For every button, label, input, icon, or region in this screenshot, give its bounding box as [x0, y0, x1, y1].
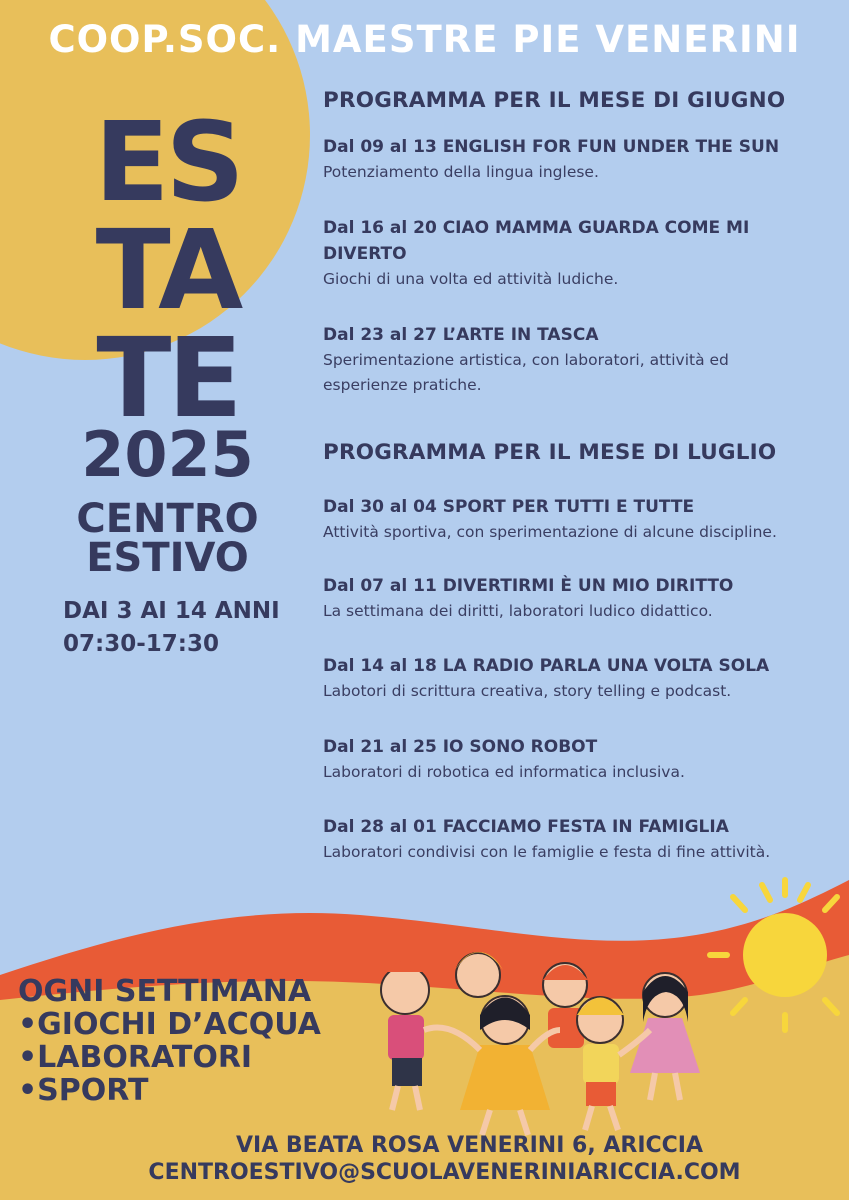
july-item-heading: Dal 28 al 01 FACCIAMO FESTA IN FAMIGLIA	[323, 817, 729, 837]
weekly-item: •LABORATORI	[18, 1040, 253, 1075]
organization-title: COOP.SOC. MAESTRE PIE VENERINI	[48, 18, 801, 61]
hero-centro: CENTRO	[76, 496, 259, 542]
june-item-heading: Dal 23 al 27 L’ARTE IN TASCA	[323, 325, 599, 345]
address: VIA BEATA ROSA VENERINI 6, ARICCIA	[235, 1133, 704, 1158]
weekly-item: •SPORT	[18, 1073, 149, 1108]
july-item-desc: Attività sportiva, con sperimentazione di alcune discipline.	[323, 523, 777, 541]
july-item-desc: Labotori di scrittura creativa, story telling e podcast.	[323, 682, 732, 700]
july-item-desc: Laboratori di robotica ed informatica inclusiva.	[323, 763, 685, 781]
june-section-title: PROGRAMMA PER IL MESE DI GIUGNO	[323, 88, 786, 113]
hero-estate-line-3: TE	[96, 314, 239, 442]
june-item-desc: Potenziamento della lingua inglese.	[323, 163, 599, 181]
july-item	[323, 814, 843, 865]
june-item-heading: Dal 09 al 13 ENGLISH FOR FUN UNDER THE SUN	[323, 137, 780, 157]
june-item	[323, 215, 813, 292]
hero-year: 2025	[81, 418, 254, 491]
july-item-heading: Dal 21 al 25 IO SONO ROBOT	[323, 737, 598, 757]
email[interactable]: CENTROESTIVO@SCUOLAVENERINIARICCIA.COM	[148, 1160, 741, 1185]
july-item-heading: Dal 30 al 04 SPORT PER TUTTI E TUTTE	[323, 497, 695, 517]
june-item	[323, 322, 803, 398]
july-item	[323, 494, 843, 545]
july-item-heading: Dal 07 al 11 DIVERTIRMI È UN MIO DIRITTO	[323, 576, 734, 596]
hero-estate-line-2: TA	[95, 206, 240, 334]
june-item-heading: Dal 16 al 20 CIAO MAMMA GUARDA COME MI DIVERTO	[323, 218, 750, 264]
weekly-item: •GIOCHI D’ACQUA	[18, 1007, 321, 1042]
opening-hours: 07:30-17:30	[63, 631, 219, 657]
july-item-desc: Laboratori condivisi con le famiglie e festa di fine attività.	[323, 843, 771, 861]
june-item-desc: Giochi di una volta ed attività ludiche.	[323, 270, 619, 288]
july-item-desc: La settimana dei diritti, laboratori ludico didattico.	[323, 602, 713, 620]
weekly-activities	[18, 975, 321, 1107]
july-item	[323, 573, 843, 624]
july-item	[323, 734, 843, 785]
june-item-desc: Sperimentazione artistica, con laboratori, attività ed esperienze pratiche.	[323, 351, 729, 394]
july-item	[323, 653, 843, 704]
hero-estivo: ESTIVO	[86, 535, 249, 581]
july-item-heading: Dal 14 al 18 LA RADIO PARLA UNA VOLTA SOLA	[323, 656, 770, 676]
june-item	[323, 134, 843, 185]
weekly-title: OGNI SETTIMANA	[18, 974, 312, 1009]
age-range: DAI 3 AI 14 ANNI	[63, 598, 280, 624]
july-section-title: PROGRAMMA PER IL MESE DI LUGLIO	[323, 440, 777, 465]
hero-estate-line-1: ES	[94, 98, 241, 226]
